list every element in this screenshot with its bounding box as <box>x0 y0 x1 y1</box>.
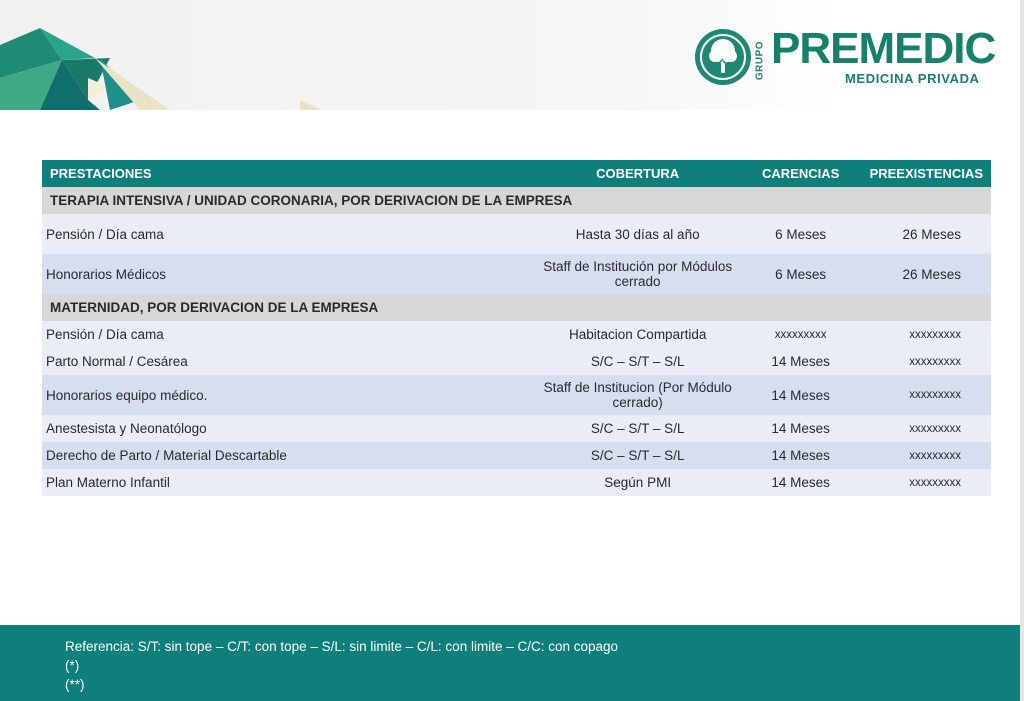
logo-grupo-text: GRUPO <box>754 40 766 81</box>
cell-carencia: 6 Meses <box>740 214 862 254</box>
table-row <box>42 415 991 442</box>
cell-prestacion: Plan Materno Infantil <box>42 469 536 496</box>
cell-cobertura: Staff de Institucion (Por Módulo cerrado) <box>536 375 740 415</box>
cell-carencia: 14 Meses <box>740 348 862 375</box>
section-title: TERAPIA INTENSIVA / UNIDAD CORONARIA, POR DERIVACION DE LA EMPRESA <box>42 187 991 214</box>
cell-cobertura: S/C – S/T – S/L <box>536 442 740 469</box>
cell-preexistencia: xxxxxxxxx <box>862 321 991 348</box>
footer-note-2: (**) <box>65 677 85 692</box>
footer-notes <box>65 637 618 694</box>
logo-brand-name: PREMEDIC <box>771 24 996 73</box>
cell-prestacion: Pensión / Día cama <box>42 321 536 348</box>
cell-preexistencia: xxxxxxxxx <box>862 442 991 469</box>
cell-carencia: 14 Meses <box>740 415 862 442</box>
cell-prestacion: Honorarios Médicos <box>42 254 536 294</box>
section-row <box>42 187 991 214</box>
tree-emblem-icon <box>695 29 751 85</box>
coverage-table <box>42 160 991 496</box>
cell-prestacion: Derecho de Parto / Material Descartable <box>42 442 536 469</box>
table-row <box>42 321 991 348</box>
cell-cobertura: S/C – S/T – S/L <box>536 348 740 375</box>
footer-reference: Referencia: S/T: sin tope – C/T: con tope – S/L: sin limite – C/L: con limite – C/C: con copago <box>65 639 619 654</box>
section-title: MATERNIDAD, POR DERIVACION DE LA EMPRESA <box>42 294 991 321</box>
cell-preexistencia: 26 Meses <box>862 214 991 254</box>
cell-preexistencia: xxxxxxxxx <box>862 415 991 442</box>
decorative-triangles <box>0 0 330 112</box>
footer-note-1: (*) <box>65 658 80 673</box>
header-preexistencias: PREEXISTENCIAS <box>862 160 991 187</box>
cell-cobertura: Habitacion Compartida <box>536 321 740 348</box>
cell-preexistencia: xxxxxxxxx <box>862 375 991 415</box>
header-prestaciones: PRESTACIONES <box>42 160 536 187</box>
table-row <box>42 214 991 254</box>
premedic-logo <box>695 24 996 87</box>
footer-band <box>0 625 1024 701</box>
cell-preexistencia: 26 Meses <box>862 254 991 294</box>
header-cobertura: COBERTURA <box>536 160 740 187</box>
cell-cobertura: Según PMI <box>536 469 740 496</box>
table-row <box>42 442 991 469</box>
cell-carencia: 14 Meses <box>740 375 862 415</box>
cell-carencia: 6 Meses <box>740 254 862 294</box>
page-edge <box>1020 0 1024 701</box>
table-row <box>42 348 991 375</box>
cell-preexistencia: xxxxxxxxx <box>862 348 991 375</box>
cell-prestacion: Anestesista y Neonatólogo <box>42 415 536 442</box>
cell-cobertura: Hasta 30 días al año <box>536 214 740 254</box>
table-row <box>42 375 991 415</box>
header-carencias: CARENCIAS <box>740 160 862 187</box>
cell-preexistencia: xxxxxxxxx <box>862 469 991 496</box>
table-header-row <box>42 160 991 187</box>
cell-prestacion: Pensión / Día cama <box>42 214 536 254</box>
cell-cobertura: Staff de Institución por Módulos cerrado <box>536 254 740 294</box>
cell-prestacion: Parto Normal / Cesárea <box>42 348 536 375</box>
section-row <box>42 294 991 321</box>
cell-prestacion: Honorarios equipo médico. <box>42 375 536 415</box>
table-row <box>42 254 991 294</box>
cell-carencia: xxxxxxxxx <box>740 321 862 348</box>
table-row <box>42 469 991 496</box>
cell-carencia: 14 Meses <box>740 442 862 469</box>
logo-tagline: MEDICINA PRIVADA <box>845 71 980 86</box>
cell-cobertura: S/C – S/T – S/L <box>536 415 740 442</box>
cell-carencia: 14 Meses <box>740 469 862 496</box>
